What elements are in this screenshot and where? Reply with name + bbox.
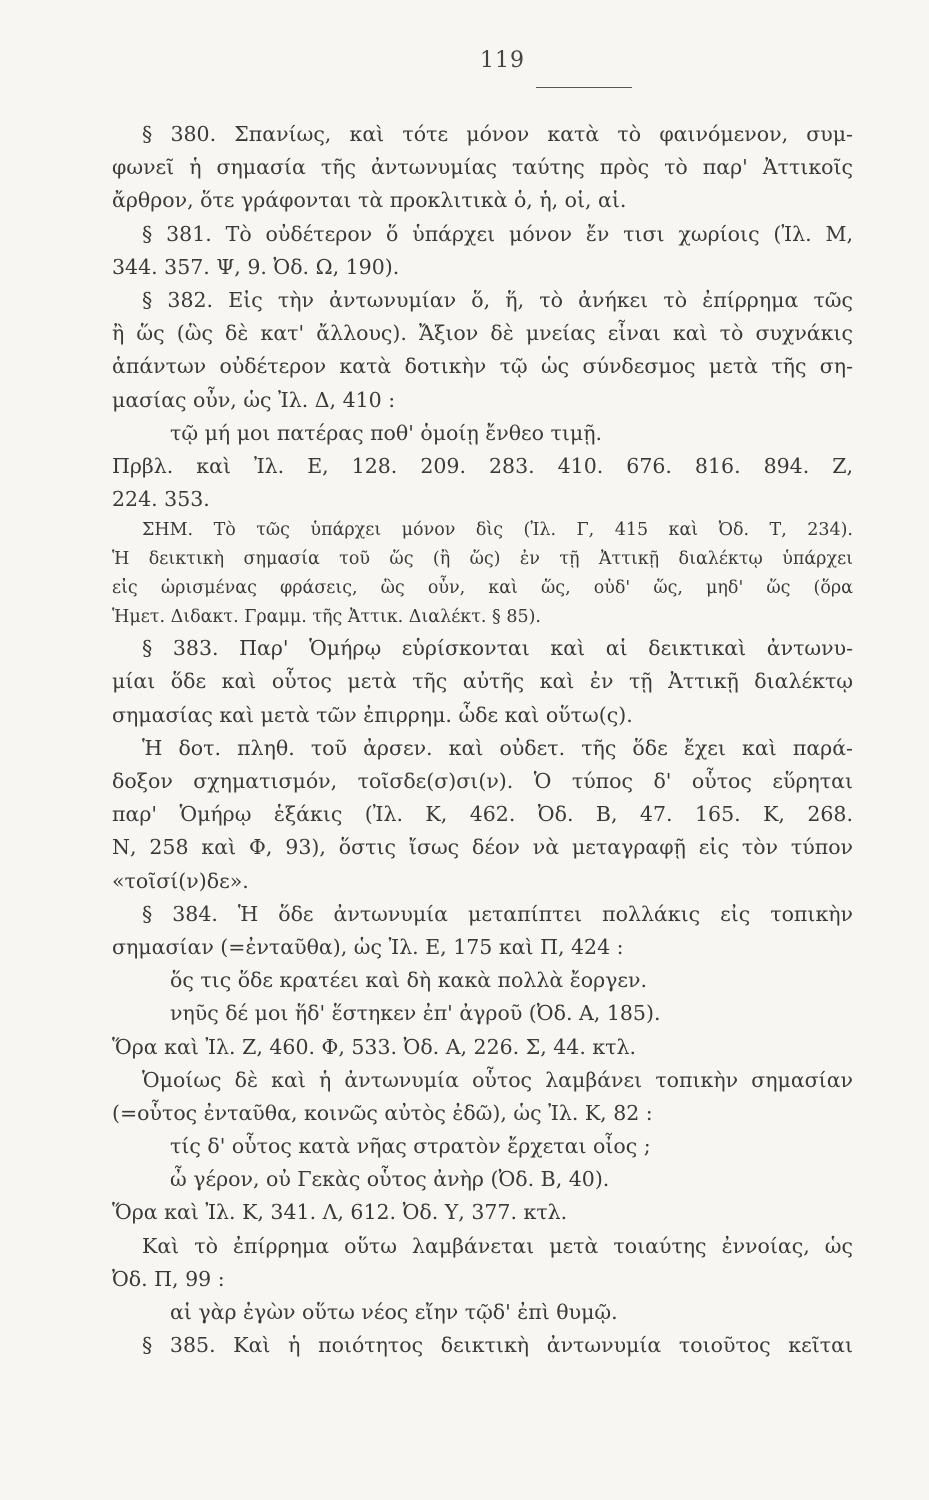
text-line: § 383. Παρ' Ὁμήρῳ εὑρίσκονται καὶ αἱ δεικτικαὶ ἀντωνυ-: [142, 636, 853, 661]
text-line: (=οὗτος ἐνταῦθα, κοινῶς αὐτὸς ἐδῶ), ὡς Ἰλ. Κ, 82 :: [112, 1100, 653, 1125]
text-line: αἱ γὰρ ἐγὼν οὕτω νέος εἴην τῷδ' ἐπὶ θυμῷ.: [170, 1300, 618, 1324]
text-line: μασίας οὖν, ὡς Ἰλ. Δ, 410 :: [112, 387, 396, 412]
text-line: ἁπάντων οὐδέτερον κατὰ δοτικὴν τῷ ὡς σύνδεσμος μετὰ τῆς ση-: [112, 354, 853, 379]
text-line: Ἡ δοτ. πληθ. τοῦ ἀρσεν. καὶ οὐδετ. τῆς ὅδε ἔχει καὶ παρά-: [142, 735, 853, 760]
text-line: μίαι ὅδε καὶ οὗτος μετὰ τῆς αὐτῆς καὶ ἐν τῇ Ἀττικῇ διαλέκτῳ: [112, 669, 853, 694]
text-line: Ὁμοίως δὲ καὶ ἡ ἀντωνυμία οὗτος λαμβάνει τοπικὴν σημασίαν: [142, 1067, 853, 1092]
text-line: ἢ ὥς (ὣς δὲ κατ' ἄλλους). Ἄξιον δὲ μνείας εἶναι καὶ τὸ συχνάκις: [112, 321, 853, 346]
text-line: παρ' Ὁμήρῳ ἑξάκις (Ἰλ. Κ, 462. Ὀδ. Β, 47. 165. Κ, 268.: [112, 802, 853, 827]
text-line: Ὅρα καὶ Ἰλ. Κ, 341. Λ, 612. Ὀδ. Υ, 377. κτλ.: [112, 1200, 568, 1225]
text-line: Ἡμετ. Διδακτ. Γραμμ. τῆς Ἀττικ. Διαλέκτ. § 85).: [112, 607, 541, 628]
text-line: § 382. Εἰς τὴν ἀντωνυμίαν ὅ, ἥ, τὸ ἀνήκει τὸ ἐπίρρημα τῶς: [142, 287, 853, 312]
text-line: νηῦς δέ μοι ἥδ' ἕστηκεν ἐπ' ἀγροῦ (Ὀδ. Α, 185).: [170, 1001, 661, 1026]
text-line: Ὀδ. Π, 99 :: [112, 1266, 225, 1291]
page-number: 119: [480, 48, 525, 73]
text-line: § 384. Ἡ ὅδε ἀντωνυμία μεταπίπτει πολλάκις εἰς τοπικὴν: [142, 901, 853, 926]
text-line: τίς δ' οὗτος κατὰ νῆας στρατὸν ἔρχεται οἶος ;: [170, 1134, 651, 1159]
text-line: Ν, 258 καὶ Φ, 93), ὅστις ἴσως δέον νὰ μεταγραφῇ εἰς τὸν τύπον: [112, 835, 853, 860]
text-line: Ἡ δεικτικὴ σημασία τοῦ ὥς (ἢ ὥς) ἐν τῇ Ἀττικῇ διαλέκτῳ ὑπάρχει: [112, 549, 853, 570]
text-line: δοξον σχηματισμόν, τοῖσδε(σ)σι(ν). Ὁ τύπος δ' οὗτος εὕρηται: [112, 769, 853, 793]
text-line: «τοῖσί(ν)δε».: [112, 868, 249, 893]
text-line: 224. 353.: [112, 487, 210, 512]
body-text: [112, 118, 853, 1362]
text-line: ὦ γέρον, οὐ Γεκὰς οὗτος ἀνὴρ (Ὀδ. Β, 40).: [170, 1167, 610, 1192]
text-line: ΣΗΜ. Τὸ τῶς ὑπάρχει μόνον δὶς (Ἰλ. Γ, 415 καὶ Ὀδ. Τ, 234).: [142, 520, 853, 541]
header-rule: [536, 87, 632, 88]
text-line: Καὶ τὸ ἐπίρρημα οὕτω λαμβάνεται μετὰ τοιαύτης ἐννοίας, ὡς: [142, 1233, 853, 1258]
text-line: ὅς τις ὅδε κρατέει καὶ δὴ κακὰ πολλὰ ἔοργεν.: [170, 968, 647, 993]
text-line: σημασίαν (=ἐνταῦθα), ὡς Ἰλ. Ε, 175 καὶ Π, 424 :: [112, 934, 624, 959]
text-line: Ὅρα καὶ Ἰλ. Ζ, 460. Φ, 533. Ὀδ. Α, 226. Σ, 44. κτλ.: [112, 1034, 637, 1059]
text-line: 344. 357. Ψ, 9. Ὀδ. Ω, 190).: [112, 254, 400, 279]
text-line: τῷ μή μοι πατέρας ποθ' ὁμοίῃ ἔνθεο τιμῇ.: [170, 420, 603, 445]
text-line: ἄρθρον, ὅτε γράφονται τὰ προκλιτικὰ ὁ, ἡ, οἱ, αἱ.: [112, 188, 627, 213]
text-line: § 385. Καὶ ἡ ποιότητος δεικτικὴ ἀντωνυμία τοιοῦτος κεῖται: [142, 1333, 853, 1358]
text-line: εἰς ὡρισμένας φράσεις, ὣς οὖν, καὶ ὥς, οὐδ' ὥς, μηδ' ὥς (ὅρα: [112, 578, 853, 599]
text-line: σημασίας καὶ μετὰ τῶν ἐπιρρημ. ὧδε καὶ οὕτω(ς).: [112, 702, 633, 727]
text-line: φωνεῖ ἡ σημασία τῆς ἀντωνυμίας ταύτης πρὸς τὸ παρ' Ἀττικοῖς: [112, 155, 853, 180]
text-line: Πρβλ. καὶ Ἰλ. Ε, 128. 209. 283. 410. 676. 816. 894. Ζ,: [112, 453, 853, 478]
text-line: § 381. Τὸ οὐδέτερον ὅ ὑπάρχει μόνον ἔν τισι χωρίοις (Ἰλ. Μ,: [142, 221, 853, 246]
text-line: § 380. Σπανίως, καὶ τότε μόνον κατὰ τὸ φαινόμενον, συμ-: [142, 122, 853, 146]
